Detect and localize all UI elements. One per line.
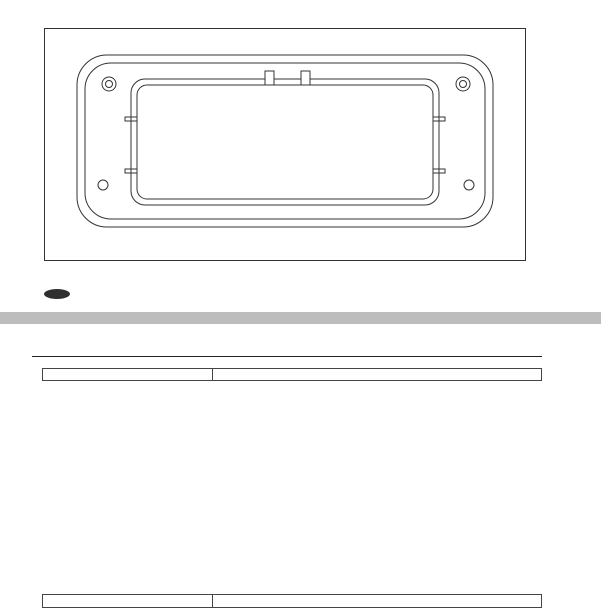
brand-logo-badge	[44, 289, 70, 299]
connector-diagram	[45, 29, 525, 260]
header-pin	[43, 369, 213, 381]
manual-page-bottom	[0, 324, 601, 600]
pin-definition-table	[42, 368, 542, 381]
connector-figure-frame	[44, 28, 526, 261]
page-footer	[44, 286, 564, 308]
table2-header-definition	[212, 595, 541, 608]
page-separator	[0, 312, 601, 324]
section-divider	[32, 356, 542, 357]
table2-header-pin	[43, 595, 213, 608]
pin-definition-table-2	[42, 594, 542, 608]
header-definition	[212, 369, 541, 381]
